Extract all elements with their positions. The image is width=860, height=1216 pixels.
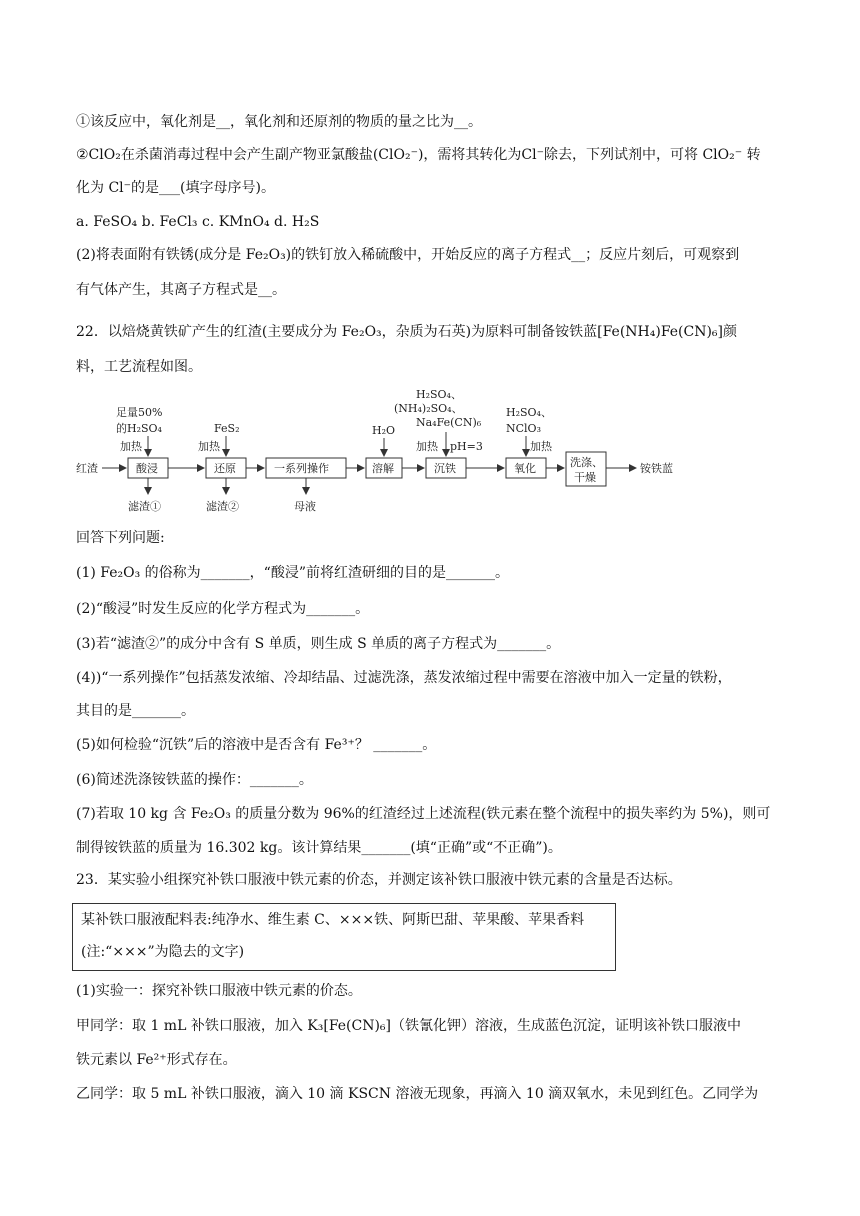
step6-reagent-a: H₂SO₄、 [506,406,552,419]
step2-reagent: FeS₂ [214,422,240,435]
q22-part-4a: (4))“一系列操作”包括蒸发浓缩、冷却结晶、过滤洗涤，蒸发浓缩过程中需要在溶液中加入一定量的铁粉， [76,670,732,686]
q21-line-3: 化为 Cl⁻的是___(填字母序号)。 [76,180,275,196]
q23-stem: 23．某实验小组探究补铁口服液中铁元素的价态，并测定该补铁口服液中铁元素的含量是否达标。 [76,872,682,888]
step-reduction: 还原 [214,462,236,475]
step5-condition-b: pH=3 [450,440,483,453]
step5-reagent-a: H₂SO₄、 [416,388,462,401]
step1-reagent-b: 的H₂SO₄ [116,422,162,435]
q21-options: a. FeSO₄ b. FeCl₃ c. KMnO₄ d. H₂S [76,214,320,230]
step-oxidation: 氧化 [514,462,536,475]
ingredient-line-1: 某补铁口服液配料表:纯净水、维生素 C、×××铁、阿斯巴甜、苹果酸、苹果香料 [81,912,585,928]
q22-part-6: (6)简述洗涤铵铁蓝的操作：_______。 [76,772,313,788]
flow-start-label: 红渣 [76,462,98,475]
q22-part-7a: (7)若取 10 kg 含 Fe₂O₃ 的质量分数为 96%的红渣经过上述流程(铁元素在整个流程中的损失率约为 5%)，则可 [76,806,771,822]
q23-exp-1: (1)实验一：探究补铁口服液中铁元素的价态。 [76,983,362,999]
ingredient-line-2: (注:“×××”为隐去的文字) [81,944,245,960]
step5-reagent-c: Na₄Fe(CN)₆ [416,416,482,429]
step-dry: 干燥 [574,471,596,484]
step1-condition: 加热 [120,440,142,453]
residue-2: 滤渣② [206,500,239,513]
step5-reagent-b: (NH₄)₂SO₄、 [394,402,463,415]
q21-line-2: ②ClO₂在杀菌消毒过程中会产生副产物亚氯酸盐(ClO₂⁻)，需将其转化为Cl⁻除去，下列试剂中，可将 ClO₂⁻ 转 [76,147,761,163]
q23-student-jia-2: 铁元素以 Fe²⁺形式存在。 [76,1052,237,1068]
q22-part-1: (1) Fe₂O₃ 的俗称为_______，“酸浸”前将红渣研细的目的是_______。 [76,565,509,581]
flow-product: 铵铁蓝 [640,462,673,475]
step6-reagent-b: NClO₃ [506,422,541,435]
q22-part-4b: 其目的是_______。 [76,703,195,719]
q21-line-1: ①该反应中，氧化剂是__，氧化剂和还原剂的物质的量之比为__。 [76,114,482,130]
answer-intro: 回答下列问题: [76,530,165,546]
q22-stem-2: 料，工艺流程如图。 [76,359,202,375]
process-flow-diagram [76,382,696,522]
step1-reagent-a: 足量50% [116,406,163,419]
step6-condition: 加热 [530,440,552,453]
q23-student-yi-1: 乙同学：取 5 mL 补铁口服液，滴入 10 滴 KSCN 溶液无现象，再滴入 10 滴双氧水，未见到红色。乙同学为 [76,1086,759,1102]
flow-svg [76,382,696,522]
step-wash: 洗涤、 [570,456,603,469]
ingredient-box [72,903,616,971]
step-dissolve: 溶解 [372,462,394,475]
step5-condition-a: 加热 [416,440,438,453]
q21-line-6: 有气体产生，其离子方程式是__。 [76,282,286,298]
q22-part-2: (2)“酸浸”时发生反应的化学方程式为_______。 [76,601,370,617]
q22-part-3: (3)若“滤渣②”的成分中含有 S 单质，则生成 S 单质的离子方程式为_______。 [76,636,561,652]
q23-student-jia-1: 甲同学：取 1 mL 补铁口服液，加入 K₃[Fe(CN)₆]（铁氰化钾）溶液，生成蓝色沉淀，证明该补铁口服液中 [76,1018,742,1034]
step4-reagent: H₂O [372,424,396,437]
step-precipitate-iron: 沉铁 [434,462,456,475]
mother-liquor: 母液 [294,500,316,513]
q21-line-5: (2)将表面附有铁锈(成分是 Fe₂O₃)的铁钉放入稀硫酸中，开始反应的离子方程式__；反应片刻后，可观察到 [76,247,740,263]
step-acid-leach: 酸浸 [136,462,158,475]
q22-part-7b: 制得铵铁蓝的质量为 16.302 kg。该计算结果_______(填“正确”或“不正确”)。 [76,840,562,856]
step2-condition: 加热 [198,440,220,453]
q22-part-5: (5)如何检验“沉铁”后的溶液中是否含有 Fe³⁺？ _______。 [76,737,437,753]
step-series-ops: 一系列操作 [274,462,329,475]
q22-stem-1: 22．以焙烧黄铁矿产生的红渣(主要成分为 Fe₂O₃，杂质为石英)为原料可制备铵铁蓝[Fe(NH₄)Fe(CN)₆]颜 [76,324,738,340]
residue-1: 滤渣① [128,500,161,513]
